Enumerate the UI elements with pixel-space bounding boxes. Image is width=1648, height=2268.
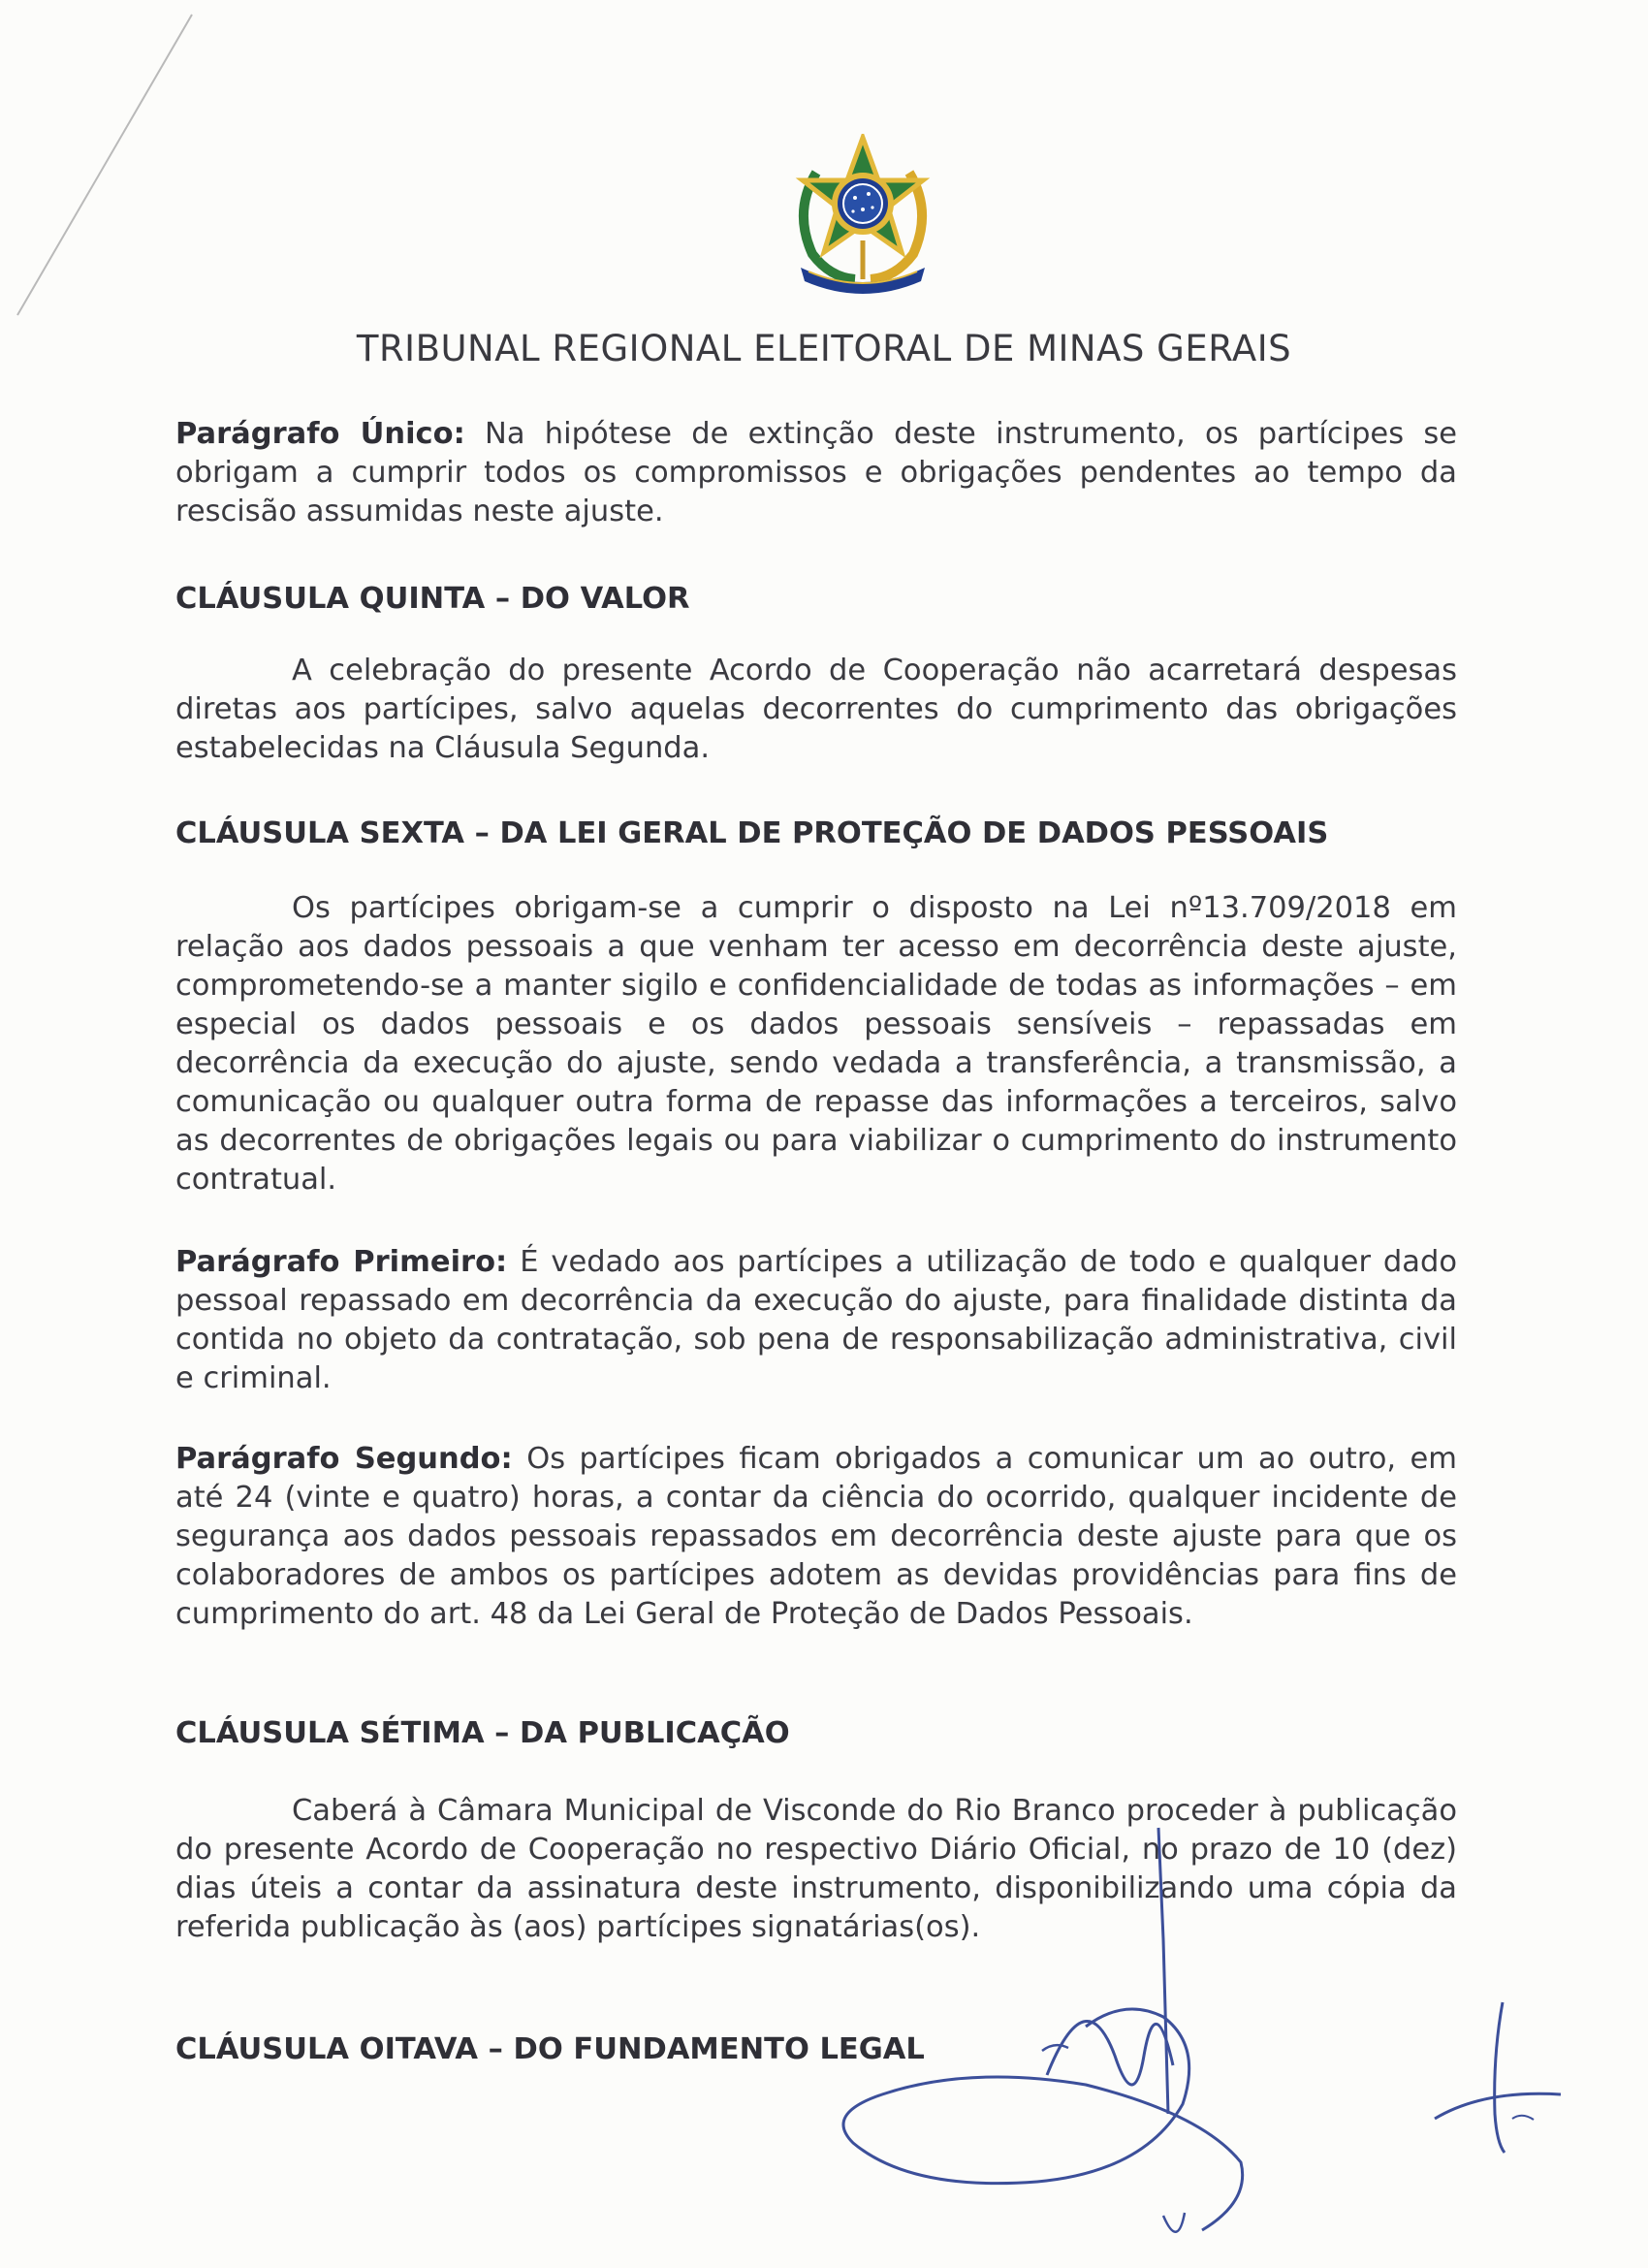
clausula-quinta-text: A celebração do presente Acordo de Cooperação não acarretará despesas diretas aos partícipes, salvo aquelas decorrentes do cumprimento das obrigações estabelecidas na Cláusula Segunda. (175, 654, 1457, 765)
page-header-institution: TRIBUNAL REGIONAL ELEITORAL DE MINAS GERAIS (356, 328, 1292, 369)
clausula-setima-title: CLÁUSULA SÉTIMA – DA PUBLICAÇÃO (175, 1716, 790, 1750)
scan-edge-line (8, 10, 202, 320)
paragrafo-primeiro-text: É vedado aos partícipes a utilização de todo e qualquer dado pessoal repassado em decorrência da execução do ajuste, para finalidade distinta da contida no objeto da contratação, sob pena de responsabilização administrativa, civil e criminal. (175, 1245, 1457, 1395)
paragrafo-segundo-label: Parágrafo Segundo: (175, 1442, 513, 1476)
paragrafo-segundo-text: Os partícipes ficam obrigados a comunicar um ao outro, em até 24 (vinte e quatro) horas, a contar da ciência do ocorrido, qualquer incidente de segurança aos dados pessoais repassados em decorrência deste ajuste para que os colaboradores de ambos os partícipes adotem as devidas providências para fins de cumprimento do art. 48 da Lei Geral de Proteção de Dados Pessoais. (175, 1442, 1458, 1631)
clausula-oitava-title: CLÁUSULA OITAVA – DO FUNDAMENTO LEGAL (175, 2032, 925, 2066)
paragrafo-segundo (175, 1440, 1457, 1634)
paragrafo-primeiro (175, 1243, 1457, 1398)
clausula-quinta-title: CLÁUSULA QUINTA – DO VALOR (175, 582, 690, 616)
handwritten-initials-right (1425, 1997, 1580, 2162)
clausula-sexta-text: Os partícipes obrigam-se a cumprir o disposto na Lei nº13.709/2018 em relação aos dados pessoais a que venham ter acesso em decorrência deste ajuste, comprometendo-se a manter sigilo e confidencialidade de todas as informações – em especial os dados pessoais e os dados pessoais sensíveis – repassadas em decorrência da execução do ajuste, sendo vedada a transferência, a transmissão, a comunicação ou qualquer outra forma de repasse das informações a terceiros, salvo as decorrentes de obrigações legais ou para viabilizar o cumprimento do instrumento contratual. (175, 891, 1457, 1197)
coat-of-arms-icon (787, 134, 938, 295)
paragrafo-unico (175, 415, 1457, 531)
clausula-sexta-title: CLÁUSULA SEXTA – DA LEI GERAL DE PROTEÇÃO DE DADOS PESSOAIS (175, 816, 1329, 850)
paragrafo-primeiro-label: Parágrafo Primeiro: (175, 1245, 508, 1279)
paragrafo-unico-text: Na hipótese de extinção deste instrumento, os partícipes se obrigam a cumprir todos os compromissos e obrigações pendentes ao tempo da rescisão assumidas neste ajuste. (175, 417, 1458, 528)
paragrafo-unico-label: Parágrafo Único: (175, 417, 465, 451)
clausula-setima-text: Caberá à Câmara Municipal de Visconde do Rio Branco proceder à publicação do presente Acordo de Cooperação no respectivo Diário Oficial, no prazo de 10 (dez) dias úteis a contar da assinatura deste instrumento, disponibilizando uma cópia da referida publicação às (aos) partícipes signatárias(os). (175, 1794, 1457, 1944)
